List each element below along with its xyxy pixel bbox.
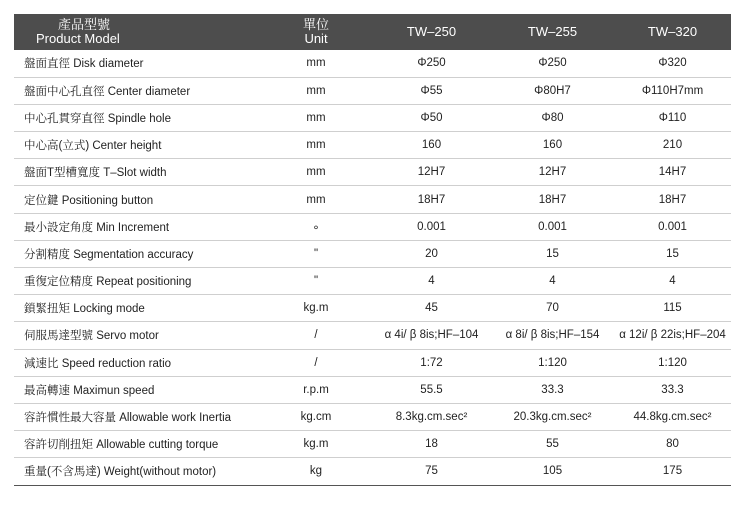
spec-item-label: 盤面直徑 Disk diameter: [24, 58, 144, 71]
spec-value-model-1: 75: [425, 465, 438, 478]
spec-value-model-3: 80: [666, 438, 679, 451]
spec-value-model-3: Φ110H7mm: [641, 84, 704, 97]
spec-item-label: 伺服馬達型號 Servo motor: [24, 330, 159, 343]
spec-unit: ∘: [312, 221, 320, 234]
spec-value-model-3: 0.001: [658, 220, 687, 233]
spec-unit: kg.cm: [300, 411, 332, 424]
table-row: [14, 50, 731, 77]
spec-value-model-1: 1:72: [420, 356, 443, 369]
spec-unit: /: [314, 329, 318, 342]
header-model-zh: 產品型號: [58, 17, 111, 32]
spec-unit: mm: [306, 139, 326, 152]
spec-value-model-1: 160: [421, 139, 442, 152]
spec-value-model-2: 33.3: [541, 383, 564, 396]
header-unit-en: Unit: [304, 31, 328, 46]
spec-item-label: 減速比 Speed reduction ratio: [24, 357, 172, 370]
table-row: [14, 458, 731, 485]
spec-value-model-1: Φ50: [420, 111, 443, 124]
spec-value-model-2: α 8i/ β 8is;HF–154: [505, 329, 600, 342]
spec-value-model-1: 45: [425, 302, 438, 315]
spec-item-label: 重復定位精度 Repeat positioning: [24, 276, 192, 289]
spec-table-container: [14, 14, 731, 486]
spec-unit: /: [314, 356, 318, 369]
spec-unit: r.p.m: [303, 383, 329, 396]
spec-item-label: 最高轉速 Maximun speed: [24, 384, 155, 397]
spec-value-model-3: Φ320: [658, 57, 687, 70]
table-row: [14, 186, 731, 213]
table-row: [14, 376, 731, 403]
spec-item-label: 中心孔貫穿直徑 Spindle hole: [24, 112, 171, 125]
spec-value-model-3: 18H7: [658, 193, 687, 206]
header-model-en: Product Model: [36, 31, 120, 46]
spec-value-model-2: 4: [549, 275, 556, 288]
spec-value-model-2: 160: [542, 139, 563, 152]
spec-unit: mm: [306, 166, 326, 179]
spec-value-model-2: 0.001: [538, 220, 567, 233]
spec-value-model-1: α 4i/ β 8is;HF–104: [384, 329, 479, 342]
spec-value-model-3: 210: [662, 139, 683, 152]
spec-unit: mm: [306, 111, 326, 124]
spec-value-model-2: 1:120: [538, 356, 567, 369]
spec-item-label: 盤面中心孔直徑 Center diameter: [24, 85, 191, 98]
header-row: [14, 14, 731, 50]
spec-value-model-3: 175: [662, 465, 683, 478]
table-row: [14, 240, 731, 267]
spec-item-label: 鎖緊扭矩 Locking mode: [24, 303, 145, 316]
spec-value-model-3: 15: [666, 247, 679, 260]
spec-value-model-1: 8.3kg.cm.sec²: [395, 411, 468, 424]
header-unit-zh: 單位: [302, 17, 329, 32]
table-row: [14, 268, 731, 295]
spec-value-model-2: 18H7: [538, 193, 567, 206]
table-row: [14, 322, 731, 349]
header-model-3: TW–320: [647, 24, 698, 39]
spec-value-model-2: 20.3kg.cm.sec²: [513, 411, 592, 424]
spec-value-model-1: 20: [425, 247, 438, 260]
table-row: [14, 213, 731, 240]
spec-value-model-3: α 12i/ β 22is;HF–204: [619, 329, 726, 342]
table-row: [14, 295, 731, 322]
spec-value-model-3: Φ110: [658, 111, 687, 124]
spec-value-model-2: 15: [546, 247, 559, 260]
spec-value-model-2: 105: [542, 465, 563, 478]
table-row: [14, 77, 731, 104]
spec-item-label: 容許切削扭矩 Allowable cutting torque: [24, 439, 219, 452]
spec-value-model-1: Φ250: [417, 57, 446, 70]
spec-value-model-2: Φ80: [541, 111, 564, 124]
spec-item-label: 容許慣性最大容量 Allowable work Inertia: [24, 412, 232, 425]
spec-table-body: [14, 50, 731, 485]
spec-value-model-1: 12H7: [417, 166, 446, 179]
spec-value-model-3: 4: [669, 275, 676, 288]
spec-value-model-1: 55.5: [420, 383, 443, 396]
spec-value-model-3: 115: [663, 302, 682, 315]
table-row: [14, 403, 731, 430]
spec-value-model-1: 4: [428, 275, 435, 288]
spec-item-label: 最小設定角度 Min Increment: [24, 221, 170, 234]
spec-value-model-1: 0.001: [417, 220, 446, 233]
spec-value-model-3: 33.3: [661, 383, 684, 396]
spec-unit: kg.m: [303, 302, 329, 315]
spec-item-label: 盤面T型槽寬度 T–Slot width: [24, 167, 167, 180]
table-row: [14, 104, 731, 131]
spec-item-label: 中心高(立式) Center height: [24, 140, 162, 153]
table-row: [14, 132, 731, 159]
spec-value-model-2: 55: [546, 438, 559, 451]
header-model-2: TW–255: [527, 24, 578, 39]
spec-value-model-1: 18H7: [417, 193, 446, 206]
spec-unit: kg.m: [303, 438, 329, 451]
table-row: [14, 431, 731, 458]
spec-value-model-3: 1:120: [658, 356, 687, 369]
spec-value-model-2: Φ80H7: [534, 84, 571, 97]
table-row: [14, 159, 731, 186]
spec-unit: mm: [306, 84, 326, 97]
spec-value-model-2: Φ250: [538, 57, 567, 70]
spec-value-model-1: 18: [425, 438, 438, 451]
spec-item-label: 定位鍵 Positioning button: [24, 194, 154, 207]
spec-value-model-3: 44.8kg.cm.sec²: [633, 411, 712, 424]
spec-unit: ": [313, 275, 319, 288]
spec-value-model-2: 12H7: [538, 166, 567, 179]
spec-value-model-2: 70: [546, 302, 559, 315]
spec-unit: mm: [306, 57, 326, 70]
spec-unit: kg: [309, 465, 323, 478]
spec-item-label: 分割精度 Segmentation accuracy: [24, 248, 194, 261]
header-unit: [260, 14, 372, 50]
spec-table: [14, 14, 731, 486]
spec-unit: ": [313, 247, 319, 260]
header-model-1: TW–250: [406, 24, 457, 39]
spec-value-model-1: Φ55: [420, 84, 443, 97]
header-product-model: [14, 14, 260, 50]
table-row: [14, 349, 731, 376]
spec-item-label: 重量(不含馬達) Weight(without motor): [24, 466, 217, 479]
spec-unit: mm: [306, 193, 326, 206]
spec-value-model-3: 14H7: [658, 166, 687, 179]
